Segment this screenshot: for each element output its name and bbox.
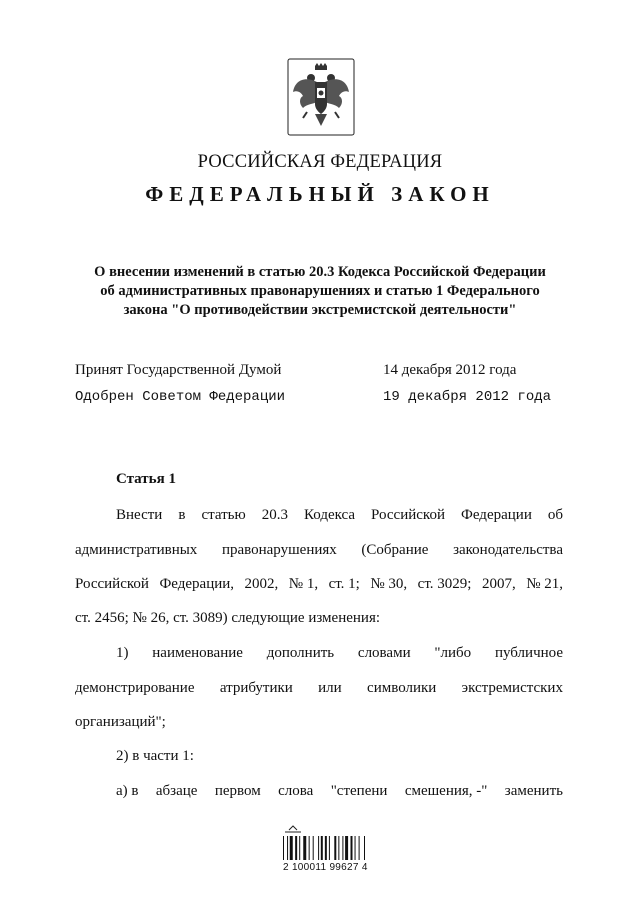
text-line: 1) наименование дополнить словами "либо публичное xyxy=(116,645,563,661)
adopted-label: Принят Государственной Думой xyxy=(75,362,282,378)
text-line: организаций"; xyxy=(75,714,166,730)
approved-label: Одобрен Советом Федерации xyxy=(75,389,286,405)
document-title xyxy=(60,263,580,320)
barcode-number: 2 100011 99627 4 xyxy=(283,862,368,873)
law-type-heading: ФЕДЕРАЛЬНЫЙ ЗАКОН xyxy=(145,182,495,206)
text-line: 2) в части 1: xyxy=(116,748,194,764)
article-title: Статья 1 xyxy=(116,471,176,487)
title-line: О внесении изменений в статью 20.3 Кодекса Российской Федерации xyxy=(94,264,546,280)
text-line: Российской Федерации, 2002, № 1, ст. 1; № 30, ст. 3029; 2007, № 21, xyxy=(75,576,563,592)
approved-date: 19 декабря 2012 года xyxy=(383,389,552,405)
coat-of-arms-emblem xyxy=(287,58,355,136)
text-line: Внести в статью 20.3 Кодекса Российской Федерации об xyxy=(116,507,563,523)
country-heading: РОССИЙСКАЯ ФЕДЕРАЦИЯ xyxy=(197,152,443,172)
title-line: закона "О противодействии экстремистской деятельности" xyxy=(123,302,517,318)
barcode-image xyxy=(283,824,381,862)
text-line: демонстрирование атрибутики или символики экстремистских xyxy=(75,680,563,696)
text-line: ст. 2456; № 26, ст. 3089) следующие изменения: xyxy=(75,610,381,626)
adopted-date: 14 декабря 2012 года xyxy=(383,362,517,378)
title-line: об административных правонарушениях и статью 1 Федерального xyxy=(100,283,540,299)
text-line: административных правонарушениях (Собрание законодательства xyxy=(75,542,563,558)
text-line: а) в абзаце первом слова "степени смешения, -" заменить xyxy=(116,783,563,799)
